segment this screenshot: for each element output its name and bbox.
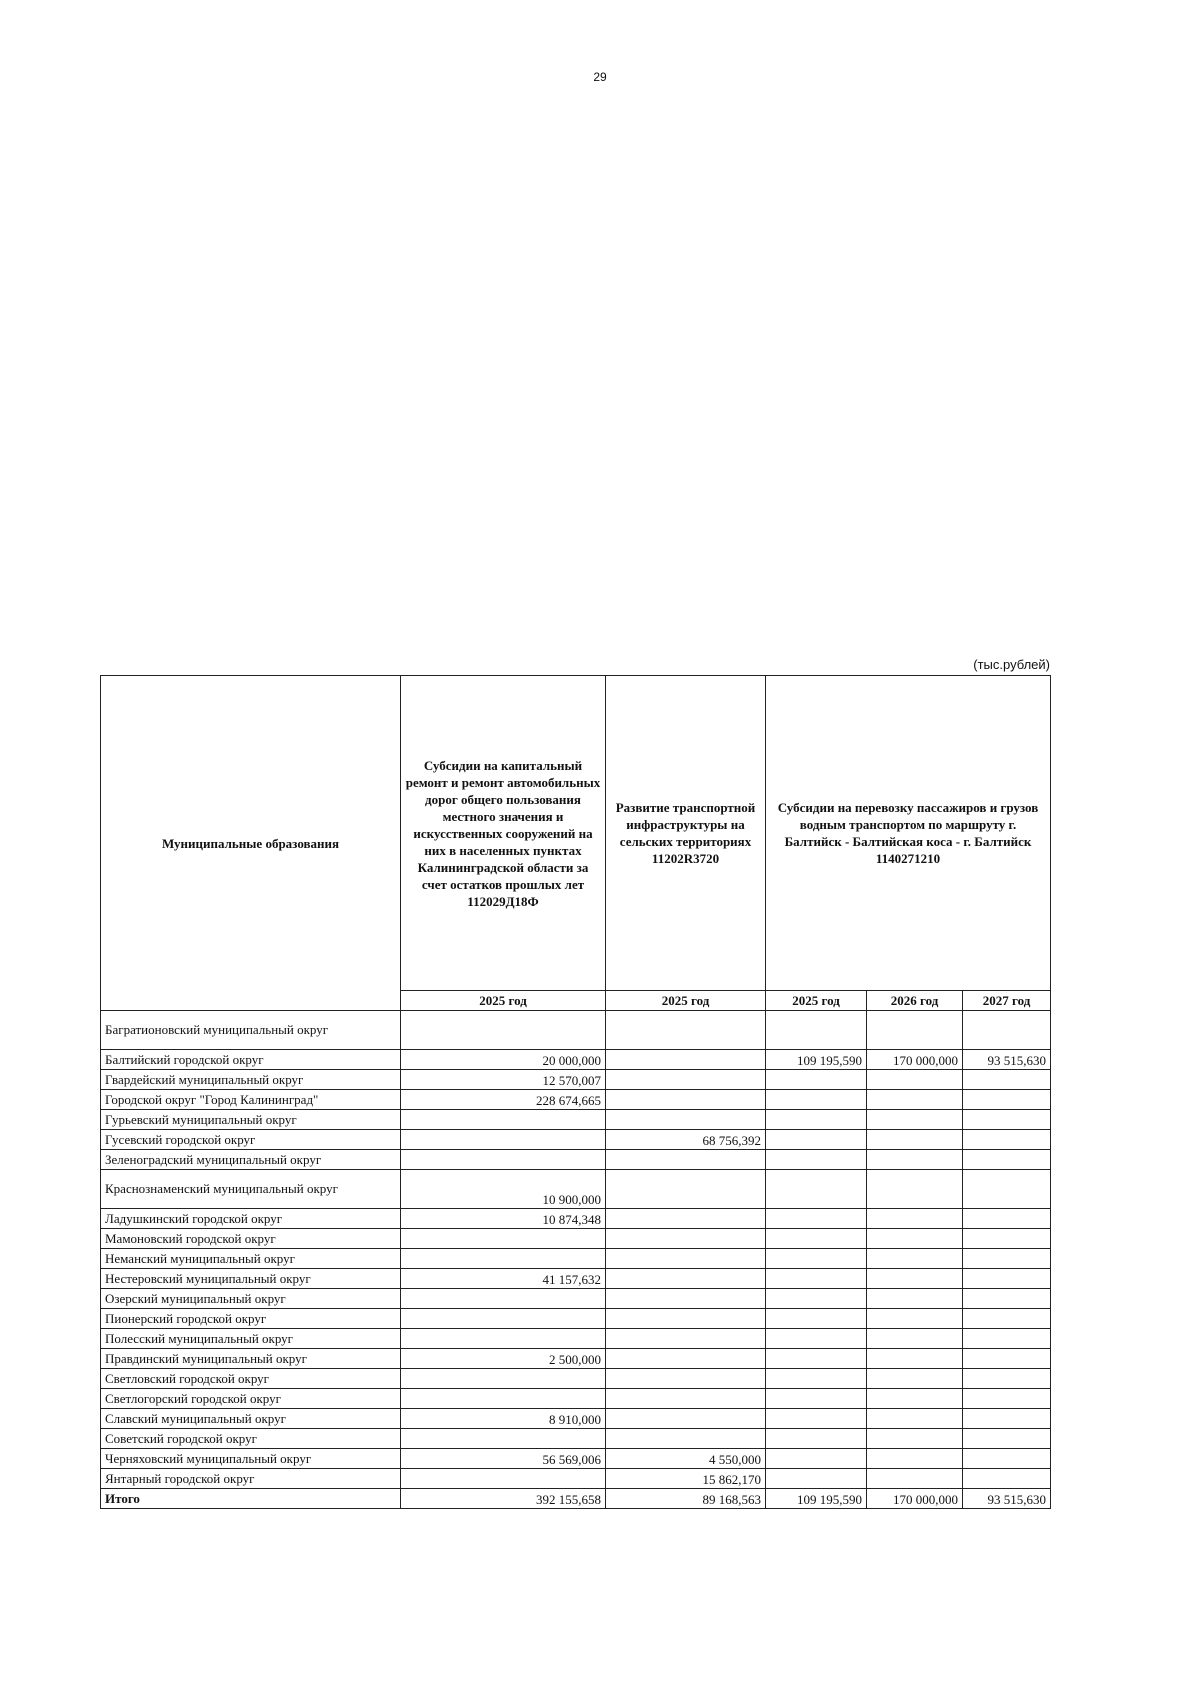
value-cell xyxy=(867,1329,963,1349)
value-cell xyxy=(867,1011,963,1050)
municipality-name: Багратионовский муниципальный округ xyxy=(101,1011,401,1050)
subsidy-table xyxy=(100,675,1051,1509)
total-row xyxy=(101,1489,1051,1509)
value-cell xyxy=(766,1070,867,1090)
municipality-name: Зеленоградский муниципальный округ xyxy=(101,1150,401,1170)
value-cell xyxy=(963,1329,1051,1349)
value-cell xyxy=(766,1409,867,1429)
value-cell xyxy=(401,1329,606,1349)
value-cell xyxy=(963,1130,1051,1150)
municipality-name: Советский городской округ xyxy=(101,1429,401,1449)
value-cell xyxy=(606,1389,766,1409)
value-cell xyxy=(606,1409,766,1429)
value-cell xyxy=(963,1090,1051,1110)
year-col1: 2025 год xyxy=(401,991,606,1011)
header-water-transport-subsidy: Субсидии на перевозку пассажиров и грузов водным транспортом по маршруту г. Балтийск - Балтийская коса - г. Балтийск 1140271210 xyxy=(766,676,1051,991)
municipality-name: Гвардейский муниципальный округ xyxy=(101,1070,401,1090)
value-cell: 41 157,632 xyxy=(401,1269,606,1289)
table-row xyxy=(101,1369,1051,1389)
value-cell xyxy=(867,1269,963,1289)
value-cell xyxy=(766,1209,867,1229)
value-cell: 68 756,392 xyxy=(606,1130,766,1150)
municipality-name: Светловский городской округ xyxy=(101,1369,401,1389)
table-row xyxy=(101,1449,1051,1469)
municipality-name: Полесский муниципальный округ xyxy=(101,1329,401,1349)
value-cell xyxy=(401,1150,606,1170)
value-cell xyxy=(606,1369,766,1389)
table-row xyxy=(101,1011,1051,1050)
units-label: (тыс.рублей) xyxy=(973,657,1050,672)
value-cell xyxy=(606,1150,766,1170)
value-cell: 20 000,000 xyxy=(401,1050,606,1070)
value-cell xyxy=(401,1229,606,1249)
value-cell: 15 862,170 xyxy=(606,1469,766,1489)
value-cell xyxy=(963,1449,1051,1469)
value-cell xyxy=(606,1170,766,1209)
value-cell xyxy=(963,1249,1051,1269)
value-cell xyxy=(867,1150,963,1170)
municipality-name: Нестеровский муниципальный округ xyxy=(101,1269,401,1289)
header-rural-transport: Развитие транспортной инфраструктуры на сельских территориях 11202R3720 xyxy=(606,676,766,991)
value-cell xyxy=(867,1110,963,1130)
table-row xyxy=(101,1150,1051,1170)
value-cell xyxy=(606,1329,766,1349)
value-cell xyxy=(867,1209,963,1229)
table-row xyxy=(101,1269,1051,1289)
value-cell xyxy=(606,1110,766,1130)
table-row xyxy=(101,1309,1051,1329)
table-row xyxy=(101,1249,1051,1269)
value-cell xyxy=(606,1349,766,1369)
value-cell xyxy=(401,1369,606,1389)
value-cell xyxy=(766,1170,867,1209)
value-cell: 93 515,630 xyxy=(963,1489,1051,1509)
table-row xyxy=(101,1289,1051,1309)
value-cell xyxy=(606,1269,766,1289)
value-cell: 4 550,000 xyxy=(606,1449,766,1469)
municipality-name: Мамоновский городской округ xyxy=(101,1229,401,1249)
table-row xyxy=(101,1429,1051,1449)
year-col3-2026: 2026 год xyxy=(867,991,963,1011)
municipality-name: Правдинский муниципальный округ xyxy=(101,1349,401,1369)
value-cell xyxy=(963,1209,1051,1229)
value-cell xyxy=(867,1349,963,1369)
municipality-name: Славский муниципальный округ xyxy=(101,1409,401,1429)
value-cell xyxy=(867,1449,963,1469)
value-cell xyxy=(766,1389,867,1409)
value-cell xyxy=(963,1150,1051,1170)
municipality-name: Светлогорский городской округ xyxy=(101,1389,401,1409)
value-cell xyxy=(963,1389,1051,1409)
page-number: 29 xyxy=(593,70,607,84)
value-cell xyxy=(606,1209,766,1229)
value-cell xyxy=(867,1289,963,1309)
value-cell: 170 000,000 xyxy=(867,1050,963,1070)
value-cell xyxy=(867,1429,963,1449)
header-road-repair-subsidy: Субсидии на капитальный ремонт и ремонт автомобильных дорог общего пользования местного значения и искусственных сооружений на них в населенных пунктах Калининградской области за счет остатков прошлых лет 112029Д18Ф xyxy=(401,676,606,991)
value-cell xyxy=(766,1090,867,1110)
value-cell xyxy=(401,1289,606,1309)
value-cell xyxy=(963,1110,1051,1130)
value-cell xyxy=(867,1170,963,1209)
value-cell xyxy=(766,1130,867,1150)
value-cell xyxy=(963,1429,1051,1449)
table-row xyxy=(101,1130,1051,1150)
value-cell xyxy=(766,1329,867,1349)
value-cell xyxy=(401,1309,606,1329)
table-row xyxy=(101,1329,1051,1349)
value-cell xyxy=(606,1011,766,1050)
value-cell: 392 155,658 xyxy=(401,1489,606,1509)
table-row xyxy=(101,1090,1051,1110)
municipality-name: Гурьевский муниципальный округ xyxy=(101,1110,401,1130)
value-cell xyxy=(401,1249,606,1269)
value-cell xyxy=(401,1389,606,1409)
value-cell: 8 910,000 xyxy=(401,1409,606,1429)
value-cell xyxy=(766,1309,867,1329)
table-row xyxy=(101,1050,1051,1070)
table-row xyxy=(101,1389,1051,1409)
value-cell xyxy=(963,1011,1051,1050)
municipality-name: Ладушкинский городской округ xyxy=(101,1209,401,1229)
value-cell xyxy=(867,1070,963,1090)
value-cell: 89 168,563 xyxy=(606,1489,766,1509)
value-cell xyxy=(766,1289,867,1309)
value-cell xyxy=(963,1349,1051,1369)
municipality-name: Городской округ "Город Калининград" xyxy=(101,1090,401,1110)
header-row xyxy=(101,676,1051,991)
value-cell: 10 874,348 xyxy=(401,1209,606,1229)
municipality-name: Озерский муниципальный округ xyxy=(101,1289,401,1309)
value-cell xyxy=(963,1070,1051,1090)
value-cell xyxy=(867,1309,963,1329)
table-row xyxy=(101,1209,1051,1229)
municipality-name: Балтийский городской округ xyxy=(101,1050,401,1070)
value-cell xyxy=(867,1229,963,1249)
value-cell: 10 900,000 xyxy=(401,1170,606,1209)
value-cell xyxy=(766,1349,867,1369)
value-cell: 56 569,006 xyxy=(401,1449,606,1469)
value-cell xyxy=(401,1429,606,1449)
value-cell xyxy=(963,1289,1051,1309)
value-cell xyxy=(766,1369,867,1389)
table-row xyxy=(101,1110,1051,1130)
value-cell: 228 674,665 xyxy=(401,1090,606,1110)
value-cell xyxy=(963,1170,1051,1209)
value-cell xyxy=(606,1070,766,1090)
value-cell xyxy=(963,1229,1051,1249)
value-cell xyxy=(963,1269,1051,1289)
year-col3-2025: 2025 год xyxy=(766,991,867,1011)
table-row xyxy=(101,1070,1051,1090)
table-row xyxy=(101,1469,1051,1489)
value-cell xyxy=(963,1369,1051,1389)
municipality-name: Неманский муниципальный округ xyxy=(101,1249,401,1269)
value-cell xyxy=(766,1150,867,1170)
year-col2: 2025 год xyxy=(606,991,766,1011)
value-cell xyxy=(766,1469,867,1489)
value-cell: 93 515,630 xyxy=(963,1050,1051,1070)
value-cell xyxy=(606,1050,766,1070)
value-cell xyxy=(867,1130,963,1150)
municipality-name: Янтарный городской округ xyxy=(101,1469,401,1489)
value-cell: 109 195,590 xyxy=(766,1050,867,1070)
value-cell xyxy=(766,1429,867,1449)
value-cell: 12 570,007 xyxy=(401,1070,606,1090)
value-cell xyxy=(606,1229,766,1249)
value-cell xyxy=(867,1249,963,1269)
municipality-name: Гусевский городской округ xyxy=(101,1130,401,1150)
value-cell xyxy=(401,1011,606,1050)
value-cell xyxy=(401,1110,606,1130)
value-cell xyxy=(766,1011,867,1050)
table-row xyxy=(101,1409,1051,1429)
value-cell: 109 195,590 xyxy=(766,1489,867,1509)
municipality-name: Итого xyxy=(101,1489,401,1509)
value-cell xyxy=(766,1449,867,1469)
municipality-name: Пионерский городской округ xyxy=(101,1309,401,1329)
header-municipality: Муниципальные образования xyxy=(101,676,401,1011)
value-cell xyxy=(867,1369,963,1389)
table-row xyxy=(101,1229,1051,1249)
value-cell xyxy=(606,1289,766,1309)
value-cell xyxy=(606,1249,766,1269)
municipality-name: Черняховский муниципальный округ xyxy=(101,1449,401,1469)
value-cell xyxy=(867,1090,963,1110)
value-cell xyxy=(401,1130,606,1150)
value-cell: 2 500,000 xyxy=(401,1349,606,1369)
year-col3-2027: 2027 год xyxy=(963,991,1051,1011)
value-cell: 170 000,000 xyxy=(867,1489,963,1509)
municipality-name: Краснознаменский муниципальный округ xyxy=(101,1170,401,1209)
value-cell xyxy=(963,1469,1051,1489)
value-cell xyxy=(766,1249,867,1269)
value-cell xyxy=(963,1409,1051,1429)
value-cell xyxy=(766,1229,867,1249)
value-cell xyxy=(606,1309,766,1329)
value-cell xyxy=(867,1409,963,1429)
value-cell xyxy=(867,1469,963,1489)
value-cell xyxy=(963,1309,1051,1329)
value-cell xyxy=(606,1429,766,1449)
table-row xyxy=(101,1349,1051,1369)
value-cell xyxy=(766,1110,867,1130)
value-cell xyxy=(606,1090,766,1110)
table-row xyxy=(101,1170,1051,1209)
value-cell xyxy=(867,1389,963,1409)
value-cell xyxy=(766,1269,867,1289)
value-cell xyxy=(401,1469,606,1489)
